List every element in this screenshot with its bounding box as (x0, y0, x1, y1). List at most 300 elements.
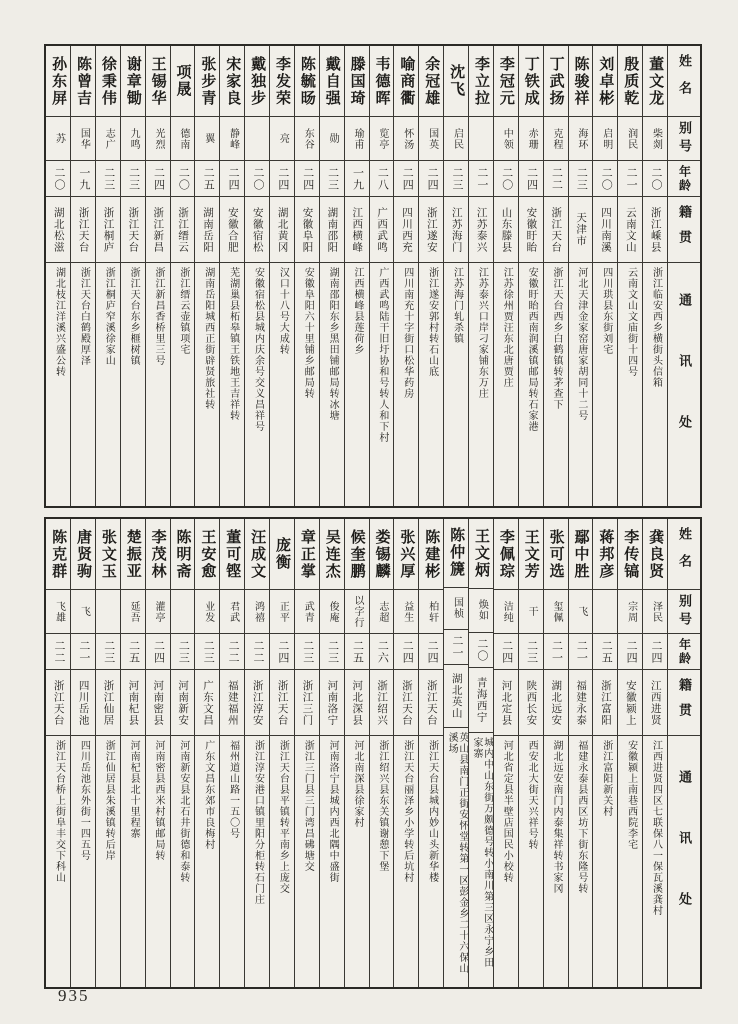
alias-text: 国英 (426, 127, 438, 150)
native-place-cell (444, 664, 468, 728)
native-place-cell (370, 196, 394, 262)
native-place-cell (121, 669, 145, 735)
name-text: 张文玉 (99, 528, 116, 580)
entry-column (418, 519, 443, 987)
alias-text: 干 (526, 606, 538, 617)
age-cell (569, 633, 593, 669)
alias-cell (46, 589, 70, 633)
name-cell (593, 46, 617, 116)
name-cell (146, 46, 170, 116)
address-cell (146, 735, 170, 987)
native-place-text: 河北定县 (500, 679, 512, 726)
alias-cell (419, 589, 443, 633)
address-text: 江西进贤四区七联保八一保瓦溪龚村 (650, 740, 662, 916)
native-place-cell (71, 669, 95, 735)
alias-cell (569, 589, 593, 633)
entry-column (443, 46, 468, 506)
alias-text: 武青 (302, 600, 314, 623)
address-text: 河北南深县徐家村 (351, 740, 363, 828)
age-text: 二一 (625, 166, 638, 191)
address-text: 浙江三门县三门湾昌砩塘交 (302, 740, 314, 872)
native-place-text: 浙江缙云 (177, 206, 189, 253)
age-text: 二三 (102, 166, 115, 191)
age-cell (519, 160, 543, 196)
alias-cell (370, 589, 394, 633)
alias-cell (220, 116, 244, 160)
entry-column (294, 46, 319, 506)
header-alias (668, 116, 700, 160)
alias-cell (544, 589, 568, 633)
header-age (668, 160, 700, 196)
header-address (668, 262, 700, 506)
name-cell (96, 46, 120, 116)
native-place-cell (643, 196, 667, 262)
name-cell (569, 46, 593, 116)
native-place-cell (593, 669, 617, 735)
entry-column (493, 519, 518, 987)
address-cell (618, 262, 642, 506)
native-place-text: 浙江天台 (550, 206, 562, 253)
alias-text: 九鸣 (128, 127, 140, 150)
age-text: 二〇 (500, 166, 513, 191)
header-alias-label: 别号 (677, 120, 693, 157)
address-cell (469, 262, 493, 506)
address-cell (618, 735, 642, 987)
name-cell (71, 519, 95, 589)
age-cell (494, 633, 518, 669)
address-text: 四川岳池东外街一四五号 (78, 740, 90, 861)
alias-cell (394, 116, 418, 160)
entry-column (145, 46, 170, 506)
alias-text: 洁纯 (501, 600, 513, 623)
age-cell (245, 160, 269, 196)
age-text: 二四 (301, 166, 314, 191)
age-text: 二二 (53, 639, 65, 664)
name-cell (444, 46, 468, 116)
name-text: 戴独步 (249, 55, 266, 107)
address-cell (320, 262, 344, 506)
age-cell (295, 160, 319, 196)
age-text: 二三 (525, 639, 538, 664)
alias-text: 怀汤 (401, 127, 413, 150)
name-text: 王锡华 (149, 55, 166, 107)
alias-cell (46, 116, 70, 160)
name-text: 王文芳 (522, 528, 539, 580)
address-text: 河北省定县半壁店国民小校转 (501, 740, 513, 883)
name-text: 喻商衢 (398, 55, 415, 107)
name-text: 李佩琮 (497, 528, 514, 580)
alias-text: 德南 (177, 127, 189, 150)
alias-text: 俊庵 (327, 600, 339, 623)
address-cell (171, 262, 195, 506)
entry-column (617, 519, 642, 987)
native-place-text: 河南杞县 (127, 679, 139, 726)
address-text: 浙江仙居县朱溪镇转后岸 (103, 740, 115, 861)
name-text: 龚良贤 (647, 528, 664, 580)
age-cell (46, 633, 70, 669)
native-place-text: 浙江遂安 (425, 206, 437, 253)
native-place-cell (370, 669, 394, 735)
age-cell (444, 160, 468, 196)
name-cell (146, 519, 170, 589)
name-text: 陈毓旸 (298, 55, 315, 107)
native-place-text: 湖北远安 (550, 679, 562, 726)
address-text: 浙江遂安郭村转石山底 (426, 267, 438, 377)
header-age-label: 年龄 (677, 637, 692, 666)
alias-cell (270, 589, 294, 633)
native-place-text: 湖南岳阳 (201, 206, 213, 253)
entry-column (344, 519, 369, 987)
address-cell (469, 732, 493, 987)
address-text: 广西武鸣陆干旧圩协和号转人和下村 (376, 267, 388, 443)
alias-cell (146, 589, 170, 633)
alias-text: 启民 (451, 127, 463, 150)
address-cell (419, 735, 443, 987)
name-cell (419, 519, 443, 589)
age-text: 二四 (426, 166, 439, 191)
address-text: 浙江天台丽泽乡小学转后坑村 (401, 740, 413, 883)
address-cell (121, 262, 145, 506)
age-text: 二四 (276, 166, 289, 191)
name-cell (71, 46, 95, 116)
address-cell (121, 735, 145, 987)
address-text: 河南密县西米村镇邮局转 (152, 740, 164, 861)
address-text: 江苏泰兴口岸刁家铺东万庄 (476, 267, 488, 399)
address-text: 河南洛宁县城内西北隅中盛街 (327, 740, 339, 883)
alias-cell (295, 116, 319, 160)
header-age (668, 633, 700, 669)
native-place-cell (46, 196, 70, 262)
native-place-cell (96, 196, 120, 262)
address-cell (245, 735, 269, 987)
directory-table-top (44, 44, 702, 508)
native-place-cell (146, 669, 170, 735)
alias-text: 翼 (202, 133, 214, 144)
name-cell (121, 46, 145, 116)
entry-column (244, 519, 269, 987)
age-text: 二四 (227, 166, 240, 191)
alias-text: 鸿禧 (252, 600, 264, 623)
native-place-cell (245, 669, 269, 735)
native-place-text: 陕西长安 (525, 679, 537, 726)
name-cell (46, 46, 70, 116)
header-native-place-label: 籍贯 (677, 677, 693, 728)
alias-text: 益生 (401, 600, 413, 623)
native-place-text: 湖北英山 (450, 673, 462, 720)
age-text: 二四 (500, 639, 513, 664)
native-place-cell (121, 196, 145, 262)
alias-cell (146, 116, 170, 160)
name-text: 丁铁成 (522, 55, 539, 107)
name-cell (643, 519, 667, 589)
age-cell (394, 633, 418, 669)
entry-column (518, 46, 543, 506)
native-place-cell (394, 196, 418, 262)
native-place-text: 四川岳池 (77, 679, 89, 726)
name-text: 王安愈 (199, 528, 216, 580)
address-text: 浙江天台白鹤殿厚泽 (78, 267, 90, 366)
name-cell (295, 519, 319, 589)
address-cell (96, 735, 120, 987)
entry-column (46, 519, 70, 987)
age-text: 二二 (550, 166, 563, 191)
address-text: 浙江缙云壶镇项宅 (177, 267, 189, 355)
age-text: 二〇 (650, 166, 662, 191)
entry-column (319, 519, 344, 987)
name-cell (569, 519, 593, 589)
name-cell (270, 46, 294, 116)
address-cell (345, 735, 369, 987)
alias-cell (618, 116, 642, 160)
address-text: 湖北远安南门内泰集祥转书家冈 (550, 740, 562, 894)
alias-text: 焕如 (476, 599, 488, 622)
native-place-cell (295, 196, 319, 262)
native-place-cell (569, 669, 593, 735)
address-text: 湖北枝江洋溪兴盛公转 (53, 267, 65, 377)
alias-text: 飞雄 (53, 600, 65, 623)
native-place-cell (643, 669, 667, 735)
address-cell (195, 262, 219, 506)
native-place-text: 浙江天台 (425, 679, 437, 726)
address-text: 浙江天台桥上街阜丰交下科山 (53, 740, 65, 883)
alias-cell (444, 587, 468, 629)
native-place-text: 安徽合肥 (226, 206, 238, 253)
address-text: 安徽颍上南巷西院李宅 (625, 740, 637, 850)
name-text: 戴自强 (323, 55, 340, 107)
native-place-cell (171, 669, 195, 735)
name-text: 陈明斋 (174, 528, 191, 580)
entry-column (418, 46, 443, 506)
alias-text: 柏轩 (426, 600, 438, 623)
native-place-cell (519, 669, 543, 735)
alias-cell (71, 589, 95, 633)
address-cell (71, 735, 95, 987)
name-text: 陈建彬 (423, 528, 440, 580)
name-text: 余冠雄 (423, 55, 440, 107)
age-text: 二〇 (177, 166, 190, 191)
native-place-cell (171, 196, 195, 262)
name-cell (370, 46, 394, 116)
entry-column (294, 519, 319, 987)
age-cell (394, 160, 418, 196)
native-place-cell (220, 669, 244, 735)
entry-column (468, 46, 493, 506)
age-cell (569, 160, 593, 196)
entry-column (120, 519, 145, 987)
age-text: 二三 (326, 166, 339, 191)
entry-column (145, 519, 170, 987)
address-text: 英山县南门正街安怀堂转第一区彭金乡二十六保山溪场 (446, 732, 468, 975)
name-cell (419, 46, 443, 116)
native-place-cell (345, 196, 369, 262)
alias-cell (295, 589, 319, 633)
alias-cell (370, 116, 394, 160)
entry-column (70, 46, 95, 506)
address-cell (444, 727, 468, 987)
address-cell (419, 262, 443, 506)
name-text: 宋家良 (224, 55, 241, 107)
header-alias (668, 589, 700, 633)
age-text: 二三 (301, 639, 314, 664)
address-text: 河北天津金家窑唐家胡同十二号 (575, 267, 587, 421)
native-place-text: 河南新安 (177, 679, 189, 726)
alias-text: 宗周 (625, 600, 637, 623)
native-place-cell (419, 669, 443, 735)
name-text: 董可铿 (224, 528, 241, 580)
entry-column (568, 46, 593, 506)
age-text: 二四 (276, 639, 289, 664)
native-place-text: 山东滕县 (500, 206, 512, 253)
address-cell (569, 735, 593, 987)
name-text: 汪成文 (249, 528, 266, 580)
age-cell (544, 160, 568, 196)
name-text: 蒋邦彦 (597, 528, 614, 580)
age-cell (593, 633, 617, 669)
native-place-cell (494, 669, 518, 735)
age-cell (146, 633, 170, 669)
name-cell (320, 46, 344, 116)
name-cell (643, 46, 667, 116)
age-text: 二三 (127, 166, 140, 191)
alias-text: 亮 (277, 133, 289, 144)
native-place-cell (494, 196, 518, 262)
entry-column (95, 46, 120, 506)
age-cell (71, 633, 95, 669)
age-text: 二〇 (53, 166, 65, 191)
header-native-place (668, 669, 700, 735)
name-text: 吴连杰 (323, 528, 340, 580)
address-cell (494, 262, 518, 506)
native-place-text: 安徽阜阳 (301, 206, 313, 253)
alias-text: 光烈 (152, 127, 164, 150)
name-text: 殷质乾 (622, 55, 639, 107)
name-cell (171, 519, 195, 589)
age-cell (121, 160, 145, 196)
name-text: 陈骏祥 (572, 55, 589, 107)
address-cell (96, 262, 120, 506)
name-text: 王文炳 (473, 528, 490, 580)
native-place-text: 安徽宿松 (251, 206, 263, 253)
address-cell (494, 735, 518, 987)
native-place-cell (593, 196, 617, 262)
age-text: 二五 (600, 639, 613, 664)
native-place-text: 江西横峰 (351, 206, 363, 253)
age-cell (171, 633, 195, 669)
address-cell (245, 262, 269, 506)
address-text: 湖南岳阳城西正街辟贤旅社转 (202, 267, 214, 410)
address-text: 安徽盱眙西南润溪镇邮局转石家港 (526, 267, 538, 432)
age-text: 二三 (326, 639, 339, 664)
name-cell (195, 519, 219, 589)
entry-column (70, 519, 95, 987)
name-text: 候奎鹏 (348, 528, 365, 580)
name-text: 滕国琦 (348, 55, 365, 107)
alias-cell (96, 589, 120, 633)
address-cell (593, 262, 617, 506)
address-cell (544, 262, 568, 506)
native-place-cell (195, 669, 219, 735)
entry-column (170, 46, 195, 506)
native-place-cell (618, 669, 642, 735)
header-native-place-label: 籍贯 (677, 204, 693, 255)
alias-cell (195, 589, 219, 633)
name-text: 章正掌 (298, 528, 315, 580)
alias-text: 业发 (202, 600, 214, 623)
native-place-cell (320, 669, 344, 735)
native-place-cell (444, 196, 468, 262)
age-text: 二三 (177, 639, 190, 664)
alias-text: 海环 (575, 127, 587, 150)
age-text: 二一 (451, 634, 463, 659)
alias-cell (444, 116, 468, 160)
alias-cell (593, 116, 617, 160)
alias-cell (171, 116, 195, 160)
address-cell (71, 262, 95, 506)
age-cell (71, 160, 95, 196)
age-cell (618, 633, 642, 669)
native-place-text: 浙江嵊县 (649, 206, 661, 253)
native-place-text: 云南文山 (624, 206, 636, 253)
name-text: 张步青 (199, 55, 216, 107)
name-cell (394, 519, 418, 589)
native-place-text: 浙江天台 (52, 679, 64, 726)
name-cell (345, 519, 369, 589)
native-place-text: 浙江绍兴 (376, 679, 388, 726)
name-cell (544, 519, 568, 589)
entry-column (543, 46, 568, 506)
name-cell (544, 46, 568, 116)
address-text: 浙江天台西乡白鹤镇转茅查下 (550, 267, 562, 410)
name-text: 庞衡 (274, 537, 291, 571)
name-cell (593, 519, 617, 589)
name-cell (519, 46, 543, 116)
age-cell (295, 633, 319, 669)
address-cell (270, 262, 294, 506)
age-text: 二六 (376, 639, 389, 664)
name-cell (618, 46, 642, 116)
name-text: 李冠元 (497, 55, 514, 107)
age-cell (370, 633, 394, 669)
name-cell (195, 46, 219, 116)
native-place-text: 四川南溪 (599, 206, 611, 253)
age-text: 二四 (525, 166, 538, 191)
native-place-cell (46, 669, 70, 735)
alias-cell (618, 589, 642, 633)
entry-column (493, 46, 518, 506)
name-cell (245, 519, 269, 589)
alias-cell (593, 589, 617, 633)
native-place-text: 福建永泰 (575, 679, 587, 726)
alias-text: 勋 (327, 133, 339, 144)
alias-text: 中领 (501, 127, 513, 150)
age-cell (96, 160, 120, 196)
alias-cell (171, 589, 195, 633)
header-column (667, 46, 700, 506)
name-text: 陈克群 (50, 528, 67, 580)
alias-text: 玺佩 (550, 600, 562, 623)
age-cell (469, 160, 493, 196)
entry-column (46, 46, 70, 506)
address-text: 河南杞县北十里程寨 (128, 740, 140, 839)
age-cell (469, 632, 493, 668)
entry-column (244, 46, 269, 506)
native-place-text: 安徽盱眙 (525, 206, 537, 253)
alias-cell (469, 588, 493, 631)
alias-cell (121, 589, 145, 633)
native-place-text: 江苏泰兴 (475, 206, 487, 253)
alias-cell (195, 116, 219, 160)
name-text: 李立拉 (473, 55, 490, 107)
